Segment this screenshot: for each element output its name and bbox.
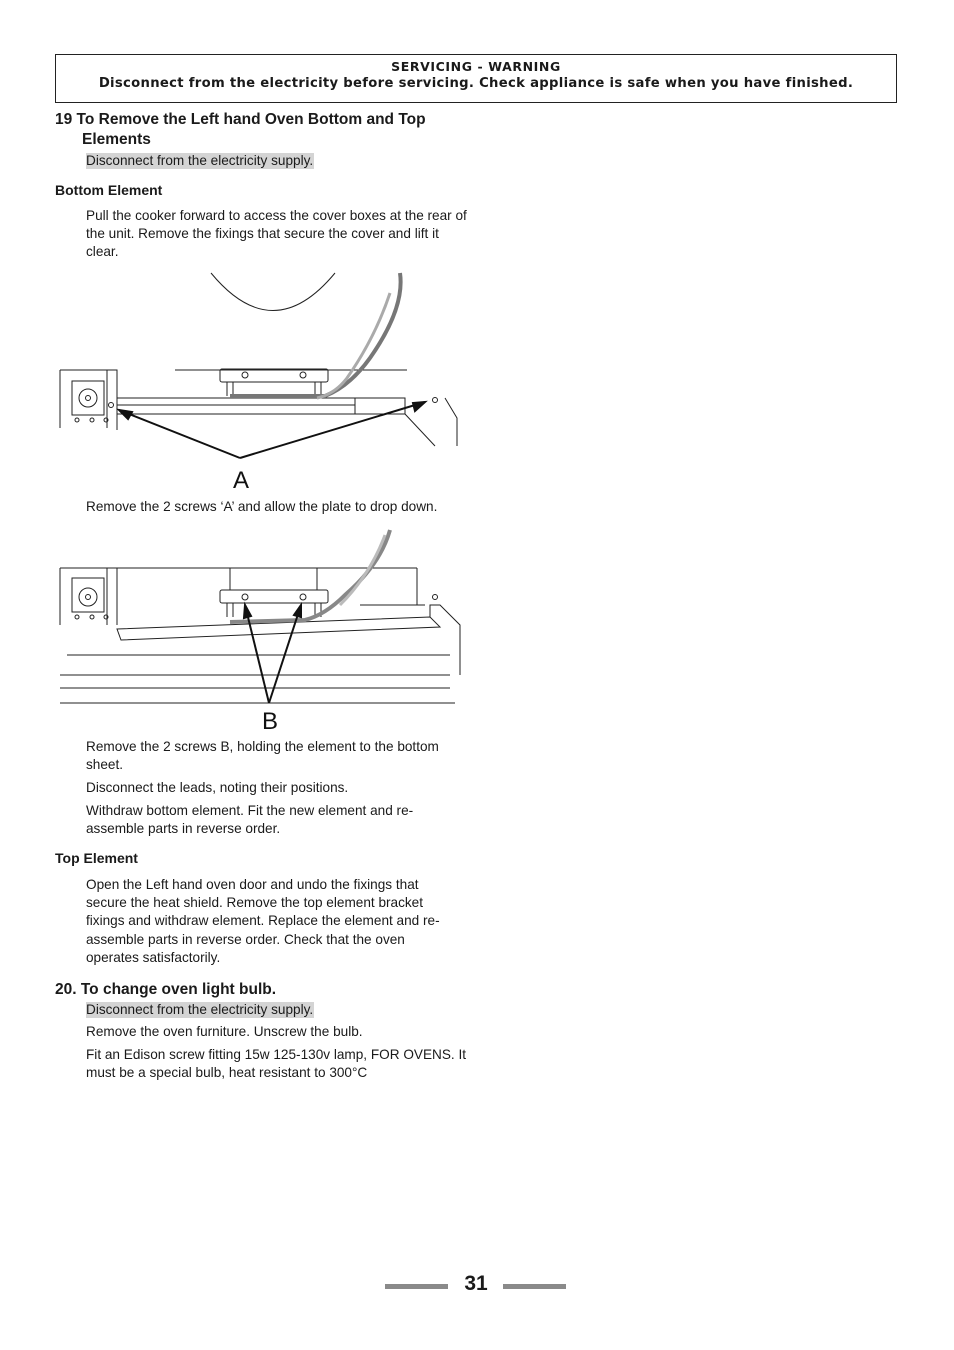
- page-number: 31: [464, 1272, 488, 1295]
- servicing-warning-box: [55, 54, 897, 103]
- bottom-element-step-3: Withdraw bottom element. Fit the new element and re-assemble parts in reverse order.: [86, 803, 414, 837]
- element-bracket: [220, 369, 328, 382]
- section-20-heading: 20. To change oven light bulb.: [55, 981, 277, 998]
- bottom-element-heading: Bottom Element: [55, 182, 163, 198]
- bottom-element-step-2: Disconnect the leads, noting their positions.: [86, 780, 349, 795]
- bottom-element-step-1: Remove the 2 screws B, holding the element to the bottom sheet.: [86, 739, 439, 773]
- footer-bar-right: [503, 1284, 566, 1289]
- section-20-step-1: Remove the oven furniture. Unscrew the bulb.: [86, 1024, 363, 1039]
- warning-text: Disconnect from the electricity before servicing. Check appliance is safe when you have finished.: [98, 76, 854, 91]
- section-19-disconnect-note: [86, 152, 314, 170]
- section-19-heading-line2: Elements: [82, 131, 151, 148]
- element-lead-1: [230, 273, 401, 396]
- section-19-heading-line1: 19 To Remove the Left hand Oven Bottom and Top: [55, 111, 426, 128]
- left-cover-box: [72, 381, 104, 415]
- footer-bar-left: [385, 1284, 448, 1289]
- figure-a-diagram: [55, 268, 467, 493]
- figure-a-caption: Remove the 2 screws ‘A’ and allow the plate to drop down.: [86, 499, 438, 514]
- section-20-step-2: Fit an Edison screw fitting 15w 125-130v lamp, FOR OVENS. It must be a special bulb, heat resistant to 300°C: [86, 1047, 467, 1081]
- page-footer: [385, 1272, 567, 1300]
- figure-a-label: A: [233, 467, 250, 493]
- section-20-disconnect-note: [86, 1001, 314, 1019]
- top-element-heading: Top Element: [55, 850, 138, 866]
- bottom-element-intro: Pull the cooker forward to access the cover boxes at the rear of the unit. Remove the fixings that secure the cover and lift it clear.: [86, 208, 467, 260]
- highlighted-disconnect-text: Disconnect from the electricity supply.: [86, 153, 314, 168]
- warning-title: SERVICING - WARNING: [391, 59, 561, 74]
- figure-b-diagram: [55, 525, 467, 735]
- top-element-text: Open the Left hand oven door and undo the fixings that secure the heat shield. Remove the top element bracket fixings and withdraw element. Replace the element and re-assemble parts in reverse order. Check that the oven operates satisfactorily.: [86, 877, 440, 965]
- highlighted-disconnect-text-20: Disconnect from the electricity supply.: [86, 1002, 314, 1017]
- lamp-arc: [211, 273, 335, 311]
- figure-b-label: B: [262, 708, 279, 735]
- element-lead-b1: [230, 530, 390, 622]
- element-bracket-b: [220, 590, 328, 603]
